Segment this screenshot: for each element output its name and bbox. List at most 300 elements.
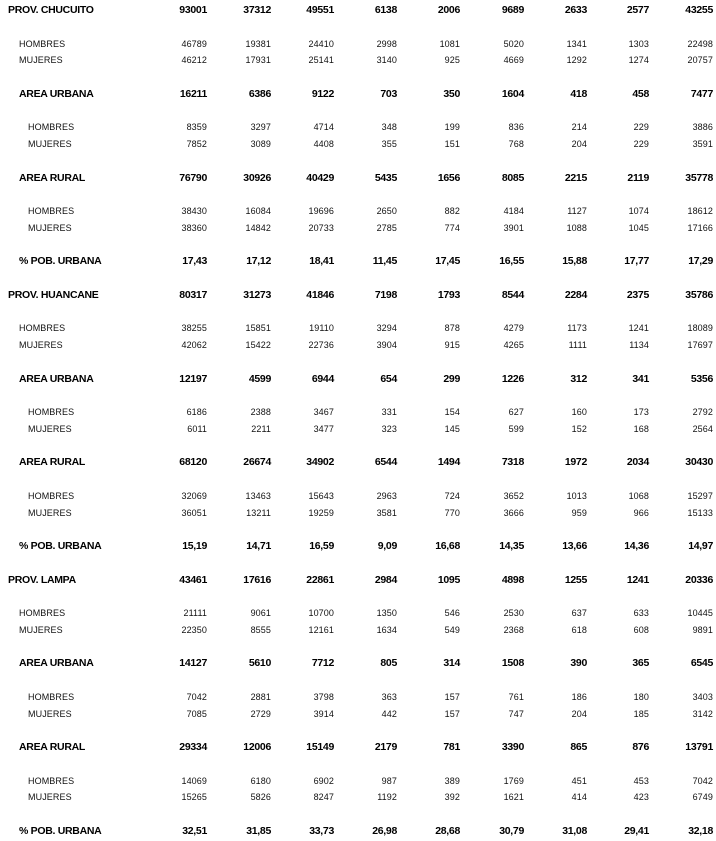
table-row: [0, 37, 716, 51]
cell-col-5: 157: [444, 708, 460, 719]
cell-col-4: 355: [381, 139, 397, 149]
cell-col-2: 17,12: [246, 255, 271, 268]
table-row: [0, 137, 716, 151]
cell-col-5: 28,68: [435, 824, 460, 837]
cell-col-8: 341: [632, 372, 649, 385]
cell-col-3: 41846: [306, 288, 334, 301]
cell-col-6: 1621: [503, 792, 524, 803]
cell-col-5: 882: [444, 206, 460, 216]
row-label: MUJERES: [28, 507, 72, 518]
table-row: [0, 790, 716, 804]
cell-col-6: 761: [508, 691, 524, 702]
cell-total: 12197: [179, 372, 207, 385]
cell-col-9: 35778: [685, 171, 713, 184]
cell-total: 76790: [179, 171, 207, 184]
row-label: PROV. HUANCANE: [8, 288, 99, 301]
cell-col-9: 32,18: [688, 824, 713, 837]
cell-col-9: 3403: [692, 691, 713, 702]
table-row: [0, 321, 716, 335]
cell-col-3: 6944: [311, 372, 334, 385]
row-label: MUJERES: [19, 624, 63, 635]
cell-col-8: 1068: [628, 490, 649, 501]
cell-col-5: 299: [443, 372, 460, 385]
cell-col-3: 18,41: [309, 255, 334, 268]
cell-col-2: 8555: [250, 624, 271, 635]
cell-col-7: 865: [570, 741, 587, 753]
cell-col-8: 185: [633, 708, 649, 719]
cell-col-5: 151: [444, 139, 460, 149]
cell-total: 7042: [186, 691, 207, 702]
row-label: HOMBRES: [19, 38, 66, 49]
row-label: % POB. URBANA: [19, 255, 102, 268]
cell-col-2: 13211: [246, 507, 271, 518]
cell-col-5: 925: [444, 55, 460, 66]
cell-total: 16211: [179, 87, 207, 100]
cell-col-2: 37312: [243, 4, 271, 16]
cell-col-6: 836: [508, 122, 524, 133]
cell-col-8: 17,77: [624, 255, 649, 268]
row-label: MUJERES: [28, 792, 72, 803]
cell-col-2: 15851: [245, 323, 271, 334]
cell-col-7: 1013: [566, 490, 587, 501]
cell-col-6: 599: [508, 423, 524, 434]
cell-col-6: 7318: [501, 456, 524, 469]
cell-col-8: 1241: [626, 573, 649, 586]
table-row: [0, 774, 716, 788]
cell-col-5: 878: [444, 323, 460, 334]
cell-total: 7085: [186, 708, 207, 719]
cell-col-9: 17,29: [688, 255, 713, 268]
cell-col-5: 915: [444, 340, 460, 350]
cell-col-8: 876: [632, 741, 649, 753]
cell-col-8: 365: [632, 657, 649, 670]
cell-col-8: 1241: [628, 323, 649, 334]
cell-col-7: 637: [571, 608, 587, 618]
cell-col-2: 2881: [250, 691, 271, 702]
subtotal-row: [0, 824, 716, 838]
cell-total: 46212: [181, 55, 207, 66]
cell-col-5: 724: [444, 490, 460, 501]
cell-total: 42062: [181, 340, 207, 350]
cell-col-5: 145: [444, 423, 460, 434]
cell-col-3: 19259: [308, 507, 334, 518]
table-row: [0, 204, 716, 218]
cell-col-5: 17,45: [435, 255, 460, 268]
cell-col-8: 423: [633, 792, 649, 803]
cell-col-2: 26674: [243, 456, 271, 469]
cell-total: 32069: [181, 490, 207, 501]
cell-col-3: 3914: [313, 708, 334, 719]
subtotal-row: [0, 87, 716, 101]
cell-col-3: 9122: [311, 87, 334, 100]
table-row: [0, 422, 716, 436]
table-row: [0, 489, 716, 503]
cell-col-5: 16,68: [435, 540, 460, 552]
cell-col-9: 20757: [687, 55, 713, 66]
cell-col-9: 17697: [687, 340, 713, 350]
cell-col-4: 2998: [376, 38, 397, 49]
cell-col-3: 19696: [308, 206, 334, 216]
cell-col-7: 1341: [566, 38, 587, 49]
table-row: [0, 690, 716, 704]
cell-col-6: 4669: [503, 55, 524, 66]
cell-col-2: 30926: [243, 171, 271, 184]
cell-total: 14127: [179, 657, 207, 670]
cell-col-9: 10445: [687, 608, 713, 618]
row-label: MUJERES: [19, 340, 63, 350]
cell-col-4: 703: [380, 87, 397, 100]
cell-col-3: 10700: [308, 608, 334, 618]
cell-col-9: 5356: [690, 372, 713, 385]
cell-col-3: 49551: [306, 4, 334, 16]
cell-col-3: 7712: [311, 657, 334, 670]
cell-col-6: 627: [508, 407, 524, 417]
table-row: [0, 606, 716, 620]
cell-col-9: 22498: [687, 38, 713, 49]
province-row: [0, 3, 716, 17]
cell-col-9: 6749: [692, 792, 713, 803]
cell-col-9: 3591: [692, 139, 713, 149]
row-label: MUJERES: [28, 139, 72, 149]
row-label: MUJERES: [28, 423, 72, 434]
cell-col-9: 15297: [687, 490, 713, 501]
cell-col-3: 8247: [313, 792, 334, 803]
cell-col-8: 608: [633, 624, 649, 635]
cell-col-8: 633: [633, 608, 649, 618]
cell-col-2: 31,85: [246, 824, 271, 837]
cell-col-5: 1095: [437, 573, 460, 586]
province-row: [0, 288, 716, 302]
row-label: PROV. CHUCUITO: [8, 4, 94, 16]
cell-col-8: 1074: [628, 206, 649, 216]
row-label: AREA RURAL: [19, 171, 86, 184]
cell-col-6: 5020: [503, 38, 524, 49]
cell-col-7: 1173: [567, 323, 587, 334]
cell-col-2: 16084: [245, 206, 271, 216]
cell-col-7: 152: [571, 423, 587, 434]
cell-col-6: 3901: [503, 222, 524, 233]
cell-col-5: 314: [443, 657, 460, 670]
row-label: MUJERES: [19, 55, 63, 66]
cell-col-7: 214: [571, 122, 587, 133]
cell-col-4: 1350: [376, 608, 397, 618]
cell-col-5: 1656: [437, 171, 460, 184]
cell-col-9: 2792: [692, 407, 713, 417]
cell-col-6: 2368: [503, 624, 524, 635]
cell-col-3: 3798: [313, 691, 334, 702]
cell-col-7: 618: [571, 624, 587, 635]
cell-col-4: 323: [381, 423, 397, 434]
cell-col-7: 186: [571, 691, 587, 702]
cell-col-9: 6545: [690, 657, 713, 670]
table-row: [0, 53, 716, 67]
cell-col-9: 3886: [692, 122, 713, 133]
cell-col-7: 31,08: [562, 824, 587, 837]
cell-col-9: 35786: [685, 288, 713, 301]
cell-col-6: 8544: [501, 288, 524, 301]
cell-col-2: 14842: [245, 222, 271, 233]
cell-col-5: 350: [443, 87, 460, 100]
cell-col-3: 4408: [313, 139, 334, 149]
cell-col-6: 4265: [503, 340, 524, 350]
cell-col-2: 19381: [245, 38, 271, 49]
cell-col-6: 16,55: [499, 255, 524, 268]
cell-col-5: 1793: [437, 288, 460, 301]
cell-col-2: 3089: [250, 139, 271, 149]
row-label: AREA URBANA: [19, 372, 94, 385]
cell-col-2: 2388: [250, 407, 271, 417]
cell-col-3: 3477: [313, 423, 334, 434]
cell-col-5: 774: [444, 222, 460, 233]
cell-col-6: 2530: [503, 608, 524, 618]
cell-col-7: 418: [570, 87, 587, 100]
cell-total: 68120: [179, 456, 207, 469]
cell-col-5: 199: [444, 122, 460, 133]
row-label: HOMBRES: [28, 122, 75, 133]
cell-col-3: 22861: [306, 573, 334, 586]
cell-col-2: 6386: [248, 87, 271, 100]
cell-col-8: 2119: [627, 171, 649, 184]
cell-total: 6186: [186, 407, 207, 417]
cell-total: 38255: [181, 323, 207, 334]
table-row: [0, 221, 716, 235]
cell-col-4: 654: [380, 372, 397, 385]
cell-col-7: 959: [571, 507, 587, 518]
cell-col-6: 8085: [501, 171, 524, 184]
cell-col-7: 15,88: [562, 255, 587, 268]
row-label: MUJERES: [28, 708, 72, 719]
cell-col-5: 154: [444, 407, 460, 417]
cell-col-6: 30,79: [499, 824, 524, 837]
cell-col-3: 34902: [306, 456, 334, 469]
cell-col-4: 9,09: [377, 540, 397, 552]
cell-col-2: 5610: [248, 657, 271, 670]
cell-col-4: 1634: [376, 624, 397, 635]
cell-col-8: 966: [633, 507, 649, 518]
cell-col-2: 3297: [250, 122, 271, 133]
row-label: AREA RURAL: [19, 456, 86, 469]
cell-col-7: 1088: [566, 222, 587, 233]
cell-col-6: 14,35: [499, 540, 524, 552]
cell-total: 93001: [179, 4, 207, 16]
cell-col-2: 17931: [245, 55, 271, 66]
cell-col-7: 204: [571, 139, 587, 149]
cell-col-4: 987: [381, 775, 397, 786]
row-label: HOMBRES: [19, 608, 66, 618]
cell-col-3: 25141: [308, 55, 334, 66]
cell-col-7: 414: [571, 792, 587, 803]
subtotal-row: [0, 656, 716, 670]
cell-col-7: 1255: [564, 573, 587, 586]
cell-col-8: 2034: [626, 456, 649, 469]
row-label: AREA URBANA: [19, 657, 94, 670]
cell-col-4: 6138: [374, 4, 397, 16]
cell-total: 29334: [179, 741, 207, 753]
cell-total: 7852: [186, 139, 207, 149]
cell-total: 15265: [181, 792, 207, 803]
cell-total: 36051: [181, 507, 207, 518]
cell-col-9: 7477: [690, 87, 713, 100]
cell-col-2: 12006: [243, 741, 271, 753]
cell-col-7: 312: [570, 372, 587, 385]
cell-col-5: 1494: [437, 456, 460, 469]
cell-col-4: 805: [380, 657, 397, 670]
cell-col-3: 15643: [308, 490, 334, 501]
cell-col-7: 1292: [566, 55, 587, 66]
cell-col-8: 1274: [628, 55, 649, 66]
cell-col-3: 15149: [306, 741, 334, 753]
cell-col-2: 6180: [250, 775, 271, 786]
cell-col-6: 9689: [501, 4, 524, 16]
province-row: [0, 573, 716, 587]
cell-col-4: 442: [381, 708, 397, 719]
cell-col-3: 19110: [309, 323, 334, 334]
cell-col-8: 168: [633, 423, 649, 434]
cell-col-2: 5826: [250, 792, 271, 803]
cell-col-9: 7042: [692, 775, 713, 786]
row-label: HOMBRES: [19, 323, 66, 334]
cell-col-9: 20336: [685, 573, 713, 586]
cell-col-9: 17166: [687, 222, 713, 233]
cell-col-7: 2215: [564, 171, 587, 184]
cell-col-3: 3467: [313, 407, 334, 417]
cell-col-5: 546: [444, 608, 460, 618]
cell-col-8: 1045: [628, 222, 649, 233]
subtotal-row: [0, 372, 716, 386]
row-label: % POB. URBANA: [19, 824, 102, 837]
cell-total: 46789: [181, 38, 207, 49]
cell-total: 22350: [181, 624, 207, 635]
cell-col-7: 1127: [567, 206, 587, 216]
cell-col-8: 2375: [626, 288, 649, 301]
row-label: MUJERES: [28, 222, 72, 233]
cell-total: 80317: [179, 288, 207, 301]
cell-col-3: 4714: [313, 122, 334, 133]
cell-col-6: 4279: [503, 323, 524, 334]
cell-col-7: 2633: [564, 4, 587, 16]
cell-col-3: 12161: [308, 624, 334, 635]
cell-col-9: 3142: [692, 708, 713, 719]
cell-col-8: 1303: [628, 38, 649, 49]
cell-col-2: 14,71: [246, 540, 271, 552]
cell-col-2: 2729: [250, 708, 271, 719]
cell-col-7: 204: [571, 708, 587, 719]
cell-col-6: 1226: [501, 372, 524, 385]
cell-col-6: 1508: [501, 657, 524, 670]
cell-col-8: 14,36: [624, 540, 649, 552]
cell-col-6: 4898: [501, 573, 524, 586]
table-row: [0, 623, 716, 637]
cell-total: 38360: [181, 222, 207, 233]
cell-col-6: 768: [508, 139, 524, 149]
row-label: AREA RURAL: [19, 741, 86, 753]
cell-col-2: 13463: [245, 490, 271, 501]
cell-col-4: 6544: [374, 456, 397, 469]
cell-col-4: 363: [381, 691, 397, 702]
cell-col-7: 390: [570, 657, 587, 670]
cell-col-9: 9891: [692, 624, 713, 635]
cell-col-5: 2006: [437, 4, 460, 16]
cell-col-3: 20733: [308, 222, 334, 233]
subtotal-row: [0, 254, 716, 268]
cell-col-5: 1081: [439, 38, 460, 49]
table-row: [0, 506, 716, 520]
cell-col-8: 229: [633, 139, 649, 149]
cell-col-8: 2577: [626, 4, 649, 16]
cell-col-2: 2211: [251, 423, 271, 434]
cell-col-6: 3666: [503, 507, 524, 518]
cell-col-7: 1972: [564, 456, 587, 469]
row-label: HOMBRES: [28, 490, 75, 501]
cell-col-8: 29,41: [624, 824, 649, 837]
row-label: PROV. LAMPA: [8, 573, 76, 586]
cell-col-9: 14,97: [688, 540, 713, 552]
cell-col-4: 348: [381, 122, 397, 133]
cell-col-4: 331: [381, 407, 397, 417]
cell-col-2: 15422: [245, 340, 271, 350]
cell-col-4: 2785: [376, 222, 397, 233]
cell-col-9: 43255: [685, 4, 713, 16]
row-label: % POB. URBANA: [19, 540, 102, 552]
cell-col-9: 15133: [687, 507, 713, 518]
cell-col-4: 2179: [374, 741, 397, 753]
cell-col-9: 13791: [685, 741, 713, 753]
cell-col-9: 30430: [685, 456, 713, 469]
cell-col-5: 389: [444, 775, 460, 786]
subtotal-row: [0, 539, 716, 553]
cell-col-6: 3390: [501, 741, 524, 753]
cell-col-4: 3294: [376, 323, 397, 334]
cell-col-8: 458: [632, 87, 649, 100]
cell-col-3: 40429: [306, 171, 334, 184]
cell-total: 14069: [181, 775, 207, 786]
cell-col-2: 31273: [243, 288, 271, 301]
cell-total: 15,19: [182, 540, 207, 552]
cell-col-5: 157: [444, 691, 460, 702]
cell-col-8: 229: [633, 122, 649, 133]
cell-col-3: 6902: [313, 775, 334, 786]
cell-col-8: 173: [633, 407, 649, 417]
cell-col-8: 1134: [629, 340, 649, 350]
cell-total: 8359: [186, 122, 207, 133]
cell-col-4: 2963: [376, 490, 397, 501]
cell-col-6: 1604: [501, 87, 524, 100]
cell-col-7: 13,66: [562, 540, 587, 552]
cell-col-4: 2984: [374, 573, 397, 586]
cell-col-9: 18089: [687, 323, 713, 334]
table-row: [0, 405, 716, 419]
cell-col-8: 180: [633, 691, 649, 702]
cell-col-3: 33,73: [309, 824, 334, 837]
cell-col-4: 26,98: [372, 824, 397, 837]
cell-col-4: 2650: [376, 206, 397, 216]
cell-col-3: 24410: [308, 38, 334, 49]
cell-total: 6011: [187, 423, 207, 434]
row-label: HOMBRES: [28, 206, 75, 216]
cell-col-5: 770: [444, 507, 460, 518]
cell-col-6: 4184: [503, 206, 524, 216]
cell-col-8: 453: [633, 775, 649, 786]
cell-col-3: 16,59: [309, 540, 334, 552]
cell-col-4: 11,45: [372, 255, 397, 268]
cell-col-2: 4599: [248, 372, 271, 385]
cell-total: 43461: [179, 573, 207, 586]
cell-col-7: 2284: [564, 288, 587, 301]
cell-col-9: 2564: [692, 423, 713, 434]
row-label: HOMBRES: [28, 407, 75, 417]
table-row: [0, 338, 716, 352]
cell-col-6: 3652: [503, 490, 524, 501]
